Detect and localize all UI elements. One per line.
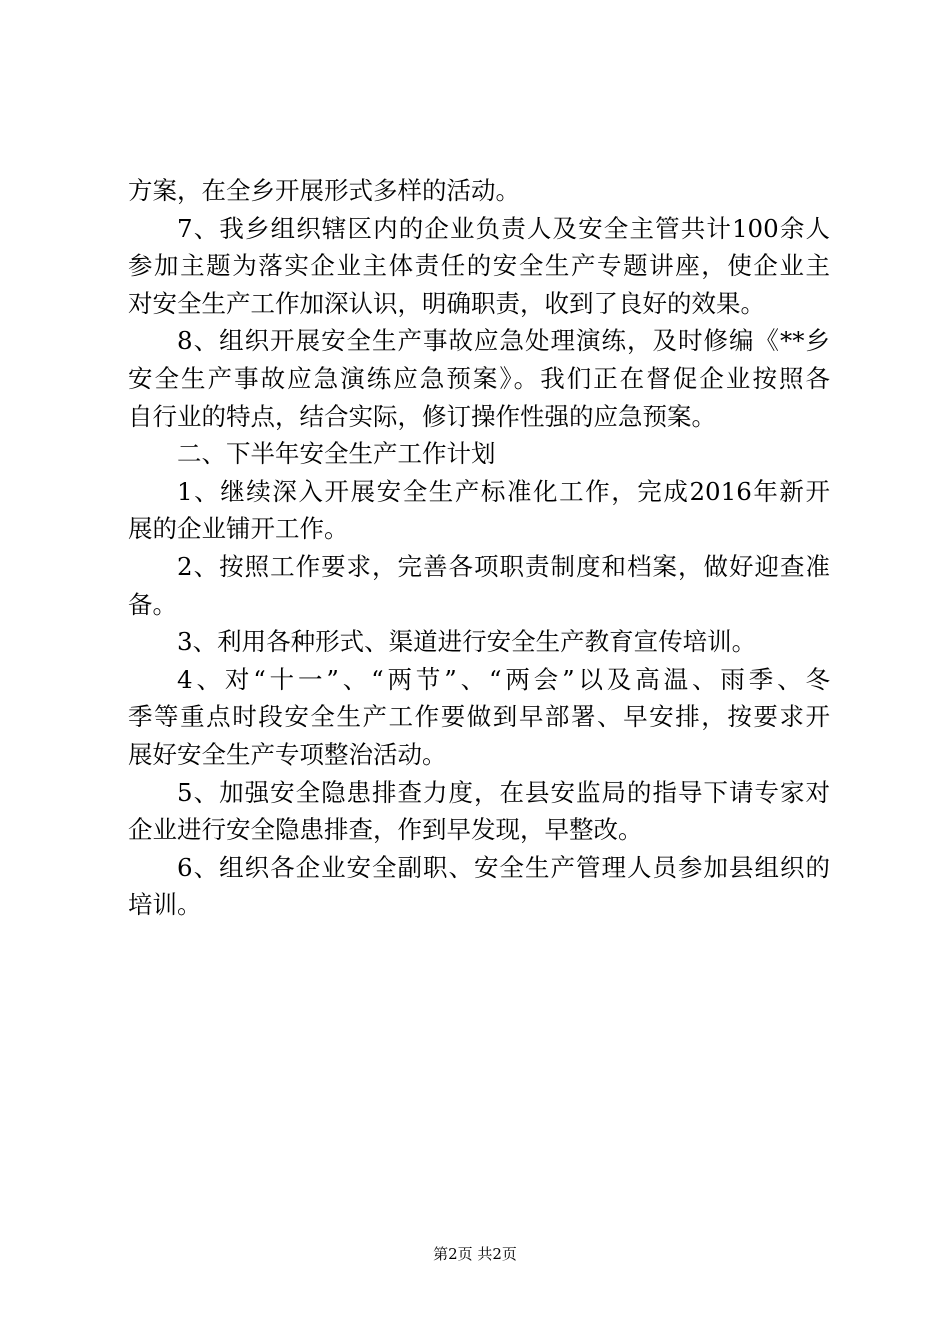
text-line-20: 培训。 — [128, 890, 202, 920]
text-line-12: 备。 — [128, 589, 177, 619]
page-number-footer: 第2页 共2页 — [433, 1245, 517, 1263]
text-line-15: 季等重点时段安全生产工作要做到早部署、早安排，按要求开 — [128, 702, 830, 732]
text-line-5: 8、组织开展安全生产事故应急处理演练，及时修编《**乡 — [177, 326, 830, 356]
text-line-17: 5、加强安全隐患排查力度，在县安监局的指导下请专家对 — [177, 777, 830, 807]
text-line-1: 方案，在全乡开展形式多样的活动。 — [128, 176, 520, 205]
text-line-3: 参加主题为落实企业主体责任的安全生产专题讲座，使企业主 — [128, 251, 830, 281]
text-line-2: 7、我乡组织辖区内的企业负责人及安全主管共计100余人 — [177, 213, 830, 243]
text-line-14: 4、对“十一”、“两节”、“两会”以及高温、雨季、冬 — [177, 664, 830, 694]
text-line-7: 自行业的特点，结合实际，修订操作性强的应急预案。 — [128, 401, 716, 431]
section-heading: 二、下半年安全生产工作计划 — [177, 439, 496, 469]
text-line-18: 企业进行安全隐患排查，作到早发现，早整改。 — [128, 815, 643, 845]
text-line-11: 2、按照工作要求，完善各项职责制度和档案，做好迎查准 — [177, 551, 830, 581]
text-line-16: 展好安全生产专项整治活动。 — [128, 739, 447, 769]
text-line-6: 安全生产事故应急演练应急预案》。我们正在督促企业按照各 — [128, 363, 830, 393]
document-body — [128, 172, 830, 924]
text-line-19: 6、组织各企业安全副职、安全生产管理人员参加县组织的 — [177, 852, 830, 882]
text-line-13: 3、利用各种形式、渠道进行安全生产教育宣传培训。 — [177, 627, 757, 657]
text-line-9: 1、继续深入开展安全生产标准化工作，完成2016年新开 — [177, 476, 830, 506]
text-line-4: 对安全生产工作加深认识，明确职责，收到了良好的效果。 — [128, 288, 765, 318]
text-line-10: 展的企业铺开工作。 — [128, 514, 349, 544]
